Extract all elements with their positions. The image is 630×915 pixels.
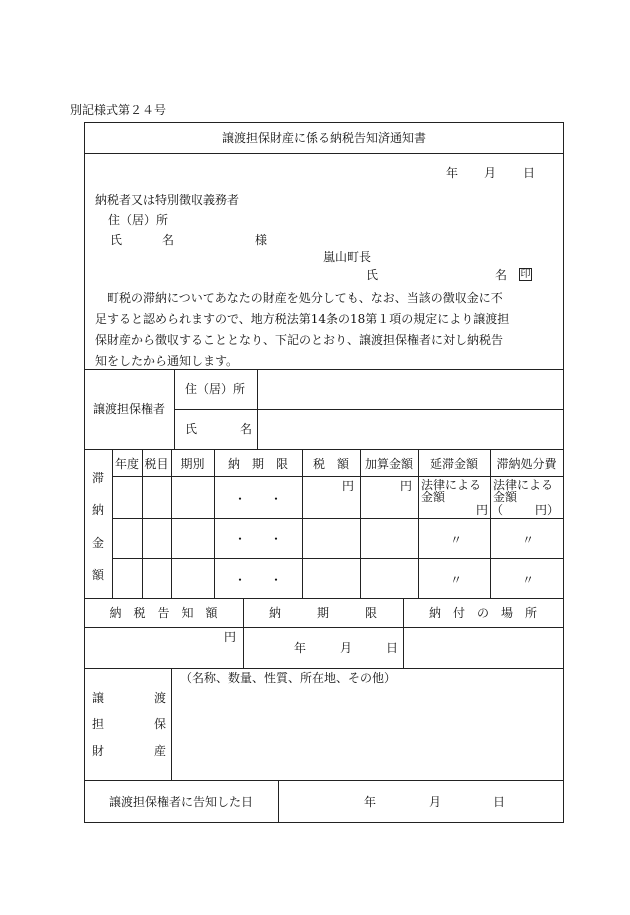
header-cell: 加算金額 [364, 457, 413, 471]
deadline-dots: ・ ・ [233, 532, 282, 546]
header-cell: 年度 [114, 457, 139, 471]
issuer-title: 嵐山町長 [323, 250, 372, 264]
header-cell: 滞納処分費 [496, 457, 557, 471]
notified-year: 年 [364, 795, 377, 809]
notice-day: 日 [386, 641, 399, 655]
yen-unit: 円 [400, 479, 413, 493]
taxpayer-name-label-1: 氏 [110, 233, 123, 247]
taxpayer-heading: 納税者又は特別徴収義務者 [95, 193, 240, 207]
header-cell: 納 期 限 [227, 457, 288, 471]
ditto-mark: 〃 [522, 573, 535, 587]
holder-address-label: 住（居）所 [185, 382, 246, 396]
taxpayer-name-label-2: 名 [162, 233, 175, 247]
notice-month: 月 [340, 641, 353, 655]
deadline-dots: ・ ・ [233, 573, 282, 587]
legal-amount-label: 法律による [421, 478, 482, 492]
header-cell: 納 期 限 [268, 606, 377, 620]
deadline-dots: ・ ・ [233, 492, 282, 506]
notice-yen-unit: 円 [224, 630, 237, 644]
property-note: （名称、数量、性質、所在地、その他） [180, 671, 397, 685]
form-title: 譲渡担保財産に係る納税告知済通知書 [221, 131, 426, 145]
ditto-mark: 〃 [450, 533, 463, 547]
ditto-mark: 〃 [450, 573, 463, 587]
body-line: 知をしたから通知します。 [95, 354, 239, 368]
paren-open: （ [491, 503, 504, 517]
notified-month: 月 [429, 795, 442, 809]
date-year: 年 [446, 166, 459, 180]
legal-amount-label: 金額 [421, 490, 446, 504]
form-number: 別記様式第２４号 [70, 103, 167, 117]
issuer-name-label-2: 名 [495, 268, 508, 282]
taxpayer-address-label: 住（居）所 [108, 213, 169, 227]
legal-amount-label: 金額 [493, 490, 518, 504]
notice-year: 年 [294, 641, 307, 655]
header-cell: 納 付 の 場 所 [428, 606, 537, 620]
body-line: 保財産から徴収することとなり、下記のとおり、譲渡担保権者に対し納税告 [95, 333, 504, 347]
date-month: 月 [484, 166, 497, 180]
holder-name-label-1: 氏 [185, 422, 198, 436]
holder-label: 譲渡担保権者 [93, 402, 166, 416]
header-cell: 延滞金額 [429, 457, 478, 471]
holder-name-label-2: 名 [240, 422, 253, 436]
header-cell: 税目 [144, 457, 169, 471]
notified-label: 譲渡担保権者に告知した日 [108, 795, 253, 809]
paren-close: 円） [535, 503, 560, 517]
seal-mark: 印 [520, 269, 531, 280]
ditto-mark: 〃 [522, 533, 535, 547]
date-day: 日 [523, 166, 536, 180]
yen-unit: 円 [476, 503, 489, 517]
legal-amount-label: 法律による [493, 478, 554, 492]
header-cell: 税 額 [312, 457, 349, 471]
header-cell: 納 税 告 知 額 [109, 606, 218, 620]
issuer-name-label-1: 氏 [366, 268, 379, 282]
body-line: 町税の滞納についてあなたの財産を処分しても、なお、当該の徴収金に不 [107, 291, 503, 305]
yen-unit: 円 [342, 479, 355, 493]
body-line: 足すると認められますので、地方税法第14条の18第１項の規定により譲渡担 [95, 312, 510, 326]
header-cell: 期別 [180, 457, 205, 471]
taxpayer-honorific: 様 [255, 233, 268, 247]
notified-day: 日 [493, 795, 506, 809]
